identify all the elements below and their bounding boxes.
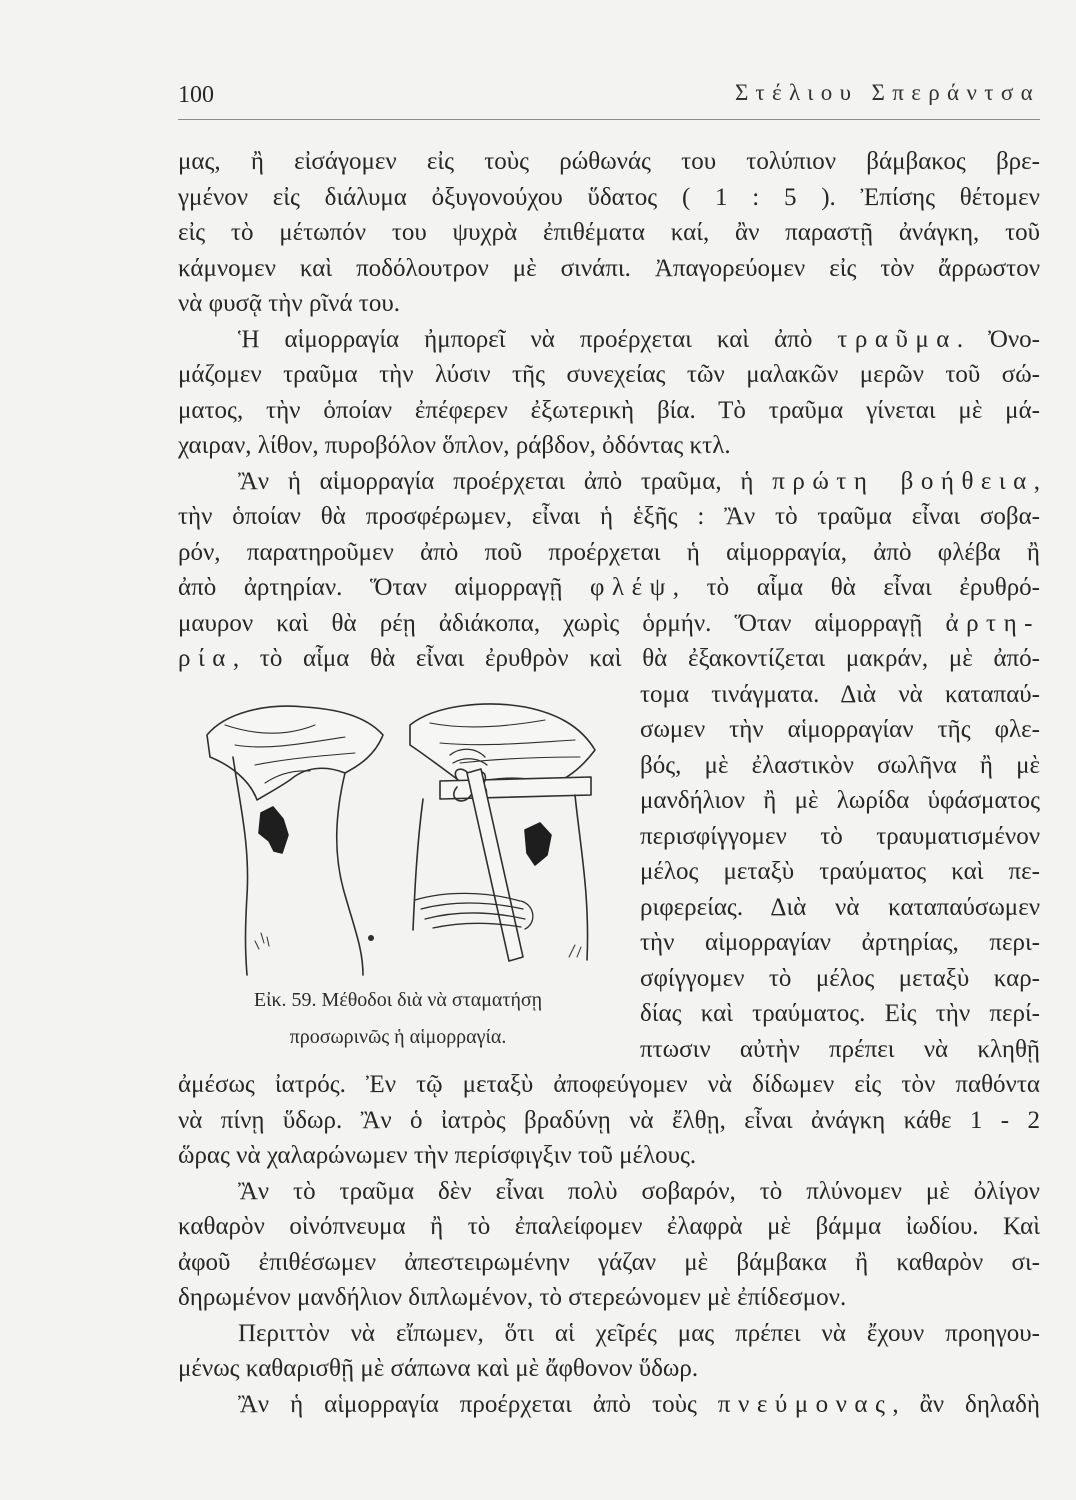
text-line: Περιττὸν νὰ εἴπωμεν, ὅτι αἱ χεῖρές μας πρέπει νὰ ἔχουν προηγου-: [238, 1319, 1040, 1347]
text-line: δίας καὶ τραύματος. Εἰς τὴν περί-: [640, 1000, 1040, 1027]
text-line: νὰ πίνῃ ὕδωρ. Ἂν ὁ ἰατρὸς βραδύνῃ νὰ ἔλθῃ, εἶναι ἀνάγκη κάθε 1 - 2: [178, 1106, 1040, 1134]
text-line: σωμεν τὴν αἱμορραγίαν τῆς φλε-: [640, 716, 1040, 743]
limb-outline-right: [575, 795, 588, 960]
header-rule: [178, 119, 1040, 120]
text-line: τομα τινάγματα. Διὰ νὰ καταπαύ-: [640, 680, 1040, 708]
text-line: ἀμέσως ἰατρός. Ἐν τῷ μεταξὺ ἀποφεύγομεν νὰ δίδωμεν εἰς τὸν παθόντα: [178, 1071, 1040, 1098]
cloth-bandage: [207, 706, 383, 800]
text-segment: Ἂν ἡ αἱμορραγία προέρχεται ἀπὸ τραῦμα, ἡ: [238, 467, 773, 495]
text-line: μένως καθαρισθῇ μὲ σάπωνα καὶ μὲ ἄφθονον ὕδωρ.: [178, 1355, 699, 1382]
body-text-top: [178, 144, 1040, 677]
spaced-emphasis: ρία: [178, 645, 233, 672]
hair-strokes: [255, 933, 269, 949]
text-segment: , τὸ αἷμα θὰ εἶναι ἐρυθρό-: [672, 574, 1040, 601]
limb-outline-left: [233, 757, 248, 975]
text-segment: Ἂν ἡ αἱμορραγία προέρχεται ἀπὸ τοὺς: [238, 1390, 718, 1418]
text-line: χαιραν, λίθον, πυροβόλον ὅπλον, ράβδον, ὀδόντας κτλ.: [178, 432, 731, 459]
spaced-emphasis: ἀρτη-: [945, 609, 1040, 637]
body-text-right-column: [640, 677, 1040, 1068]
wound-mark: [259, 807, 288, 853]
text-line: γμένον εἰς διάλυμα ὀξυγονούχου ὕδατος ( 1 : 5 ). Ἐπίσης θέτομεν: [178, 183, 1040, 211]
wound-mark: [525, 823, 551, 865]
text-line: [178, 464, 1040, 500]
figure-caption-continued: προσωρινῶς ἡ αἱμορραγία.: [289, 1026, 507, 1048]
leg-detail-strokes: [569, 945, 581, 957]
text-line: μανδήλιον ἢ μὲ λωρίδα ὑφάσματος: [640, 787, 1040, 814]
text-line: ριφερείας. Διὰ νὰ καταπαύσωμεν: [640, 893, 1040, 921]
page-number: 100: [178, 82, 214, 108]
text-line: δηρωμένον μανδήλιον διπλωμένον, τὸ στερεώνομεν μὲ ἐπίδεσμον.: [178, 1284, 847, 1311]
text-line: ἀφοῦ ἐπιθέσωμεν ἀπεστειρωμένην γάζαν μὲ βάμβακα ἢ καθαρὸν σι-: [178, 1248, 1040, 1276]
text-segment: . Ὀνο-: [956, 325, 1040, 353]
ink-dot: [368, 935, 374, 941]
limb-outline-right: [337, 773, 363, 975]
text-line: σφίγγομεν τὸ μέλος μεταξὺ καρ-: [640, 964, 1040, 992]
tourniquet-limb-right: [410, 704, 595, 961]
text-line: περισφίγγομεν τὸ τραυματισμένον: [640, 822, 1040, 850]
text-line: κάμνομεν καὶ ποδόλουτρον μὲ σινάπι. Ἀπαγορεύομεν εἰς τὸν ἄρρωστον: [178, 254, 1040, 282]
text-line: καθαρὸν οἰνόπνευμα ἢ τὸ ἐπαλείφομεν ἐλαφρὰ μὲ βάμμα ἰωδίου. Καὶ: [178, 1213, 1040, 1240]
text-line: τὴν ὁποίαν θὰ προσφέρωμεν, εἶναι ἡ ἑξῆς : Ἂν τὸ τραῦμα εἶναι σοβα-: [178, 503, 1040, 530]
text-segment: ,: [1033, 467, 1040, 495]
text-line: τὴν αἱμορραγίαν ἀρτηρίας, περι-: [640, 929, 1040, 956]
text-line: πτωσιν αὐτὴν πρέπει νὰ κληθῇ: [640, 1035, 1040, 1063]
text-segment: , ἂν δηλαδὴ: [892, 1390, 1040, 1418]
text-segment: , τὸ αἷμα θὰ εἶναι ἐρυθρὸν καὶ θὰ ἐξακοντίζεται μακράν, μὲ ἀπό-: [232, 645, 1040, 672]
text-line: ρόν, παρατηροῦμεν ἀπὸ ποῦ προέρχεται ἡ αἱμορραγία, ἀπὸ φλέβα ἢ: [178, 538, 1040, 566]
limb-outline-left: [413, 799, 423, 930]
text-line: [178, 1387, 1040, 1423]
text-line: ὥρας νὰ χαλαρώνωμεν τὴν περίσφιγξιν τοῦ μέλους.: [178, 1142, 697, 1169]
spaced-emphasis: πρώτη βοήθεια: [772, 467, 1034, 495]
spaced-emphasis: τραῦμα: [837, 325, 957, 353]
body-text-bottom: [178, 1067, 1040, 1422]
text-segment: Ἡ αἱμορραγία ἠμπορεῖ νὰ προέρχεται καὶ ἀπὸ: [238, 325, 838, 353]
text-segment: μαυρον καὶ θὰ ρέῃ ἀδιάκοπα, χωρὶς ὁρμήν. Ὅταν αἱμορραγῇ: [178, 609, 946, 637]
text-line: Ἂν τὸ τραῦμα δὲν εἶναι πολὺ σοβαρόν, τὸ πλύνομεν μὲ ὀλίγον: [238, 1177, 1040, 1205]
text-segment: ἀπὸ ἀρτηρίαν. Ὅταν αἱμορραγῇ: [178, 574, 591, 601]
text-line: [178, 641, 1040, 677]
text-line: μάζομεν τραῦμα τὴν λύσιν τῆς συνεχείας τῶν μαλακῶν μερῶν τοῦ σώ-: [178, 361, 1040, 388]
text-line: [178, 322, 1040, 358]
text-line: μας, ἢ εἰσάγομεν εἰς τοὺς ρώθωνάς του τολύπιον βάμβακος βρε-: [178, 148, 1040, 175]
figure-caption: Εἰκ. 59. Μέθοδοι διὰ νὰ σταματήσῃ: [253, 989, 543, 1011]
tourniquet-band: [440, 777, 591, 799]
spaced-emphasis: πνεύμονας: [717, 1390, 893, 1418]
text-line: βός, μὲ ἐλαστικὸν σωλῆνα ἢ μὲ: [640, 751, 1040, 779]
bandaged-limb-left: [207, 706, 383, 975]
text-line: εἰς τὸ μέτωπόν του ψυχρὰ ἐπιθέματα καί, ἂν παραστῇ ἀνάγκη, τοῦ: [178, 219, 1040, 246]
text-line: [178, 606, 1040, 642]
tourniquet-illustration: [195, 695, 615, 980]
text-line: μέλος μεταξὺ τραύματος καὶ πε-: [640, 858, 1040, 885]
text-line: νὰ φυσᾷ τὴν ρῖνά του.: [178, 290, 400, 317]
spaced-emphasis: φλέψ: [590, 574, 673, 601]
running-title: Στέλιου Σπεράντσα: [735, 80, 1040, 105]
text-line: [178, 570, 1040, 606]
text-line: ματος, τὴν ὁποίαν ἐπέφερεν ἐξωτερικὴ βία. Τὸ τραῦμα γίνεται μὲ μά-: [178, 396, 1040, 424]
